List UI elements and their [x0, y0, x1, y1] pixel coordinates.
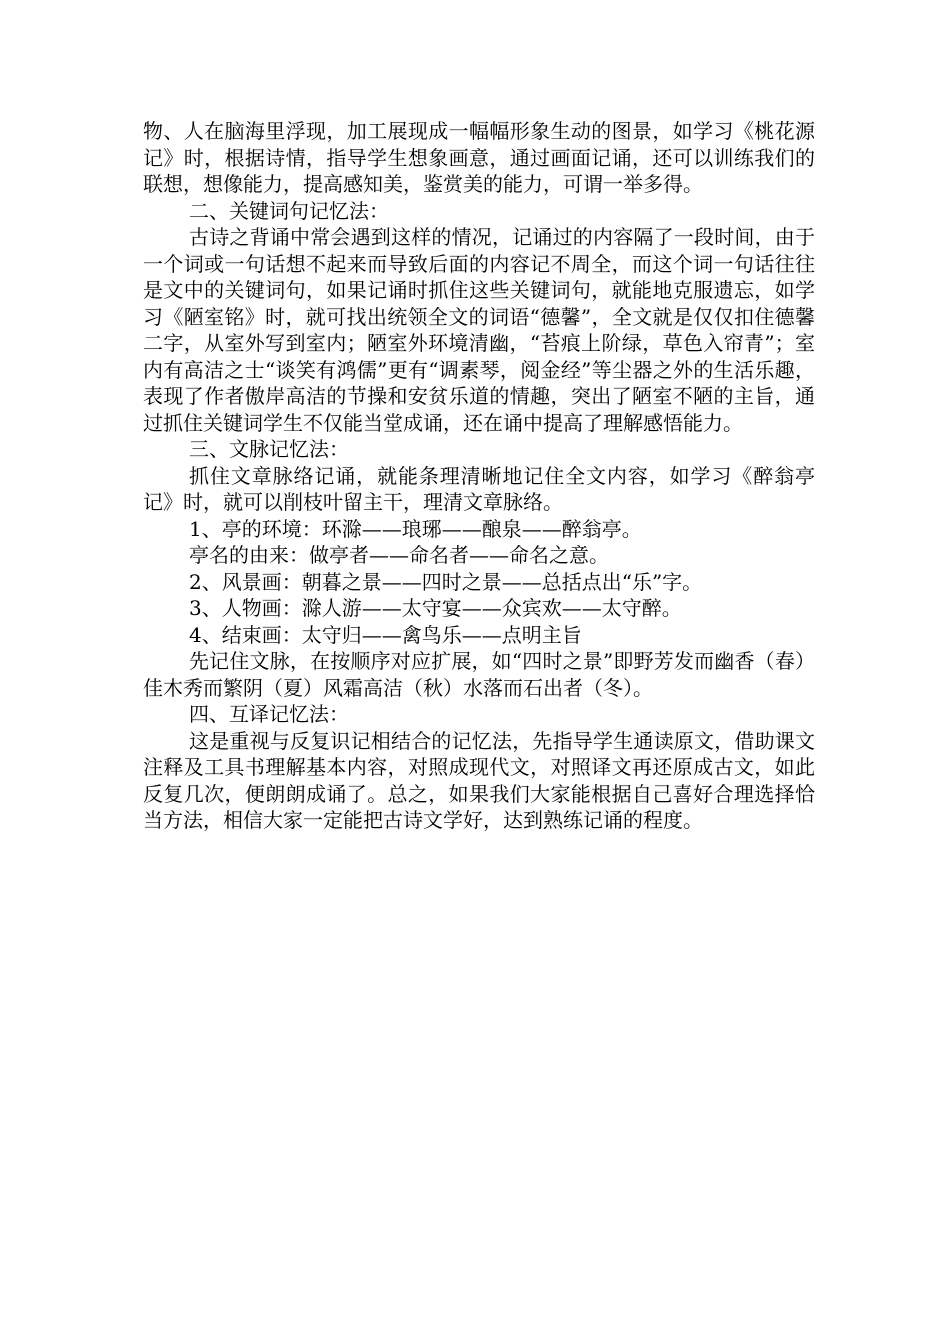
list-item-environment: 1、亭的环境：环滁——琅琊——酿泉——醉翁亭。	[189, 516, 642, 541]
paragraph-translation: 这是重视与反复识记相结合的记忆法，先指导学生通读原文，借助课文注释及工具书理解基本内容，对照成现代文，对照译文再还原成古文，如此反复几次，便朗朗成诵了。总之，如果我们大家能根据自己喜好合理选择恰当方法，相信大家一定能把古诗文学好，达到熟练记诵的程度。	[143, 728, 815, 832]
paragraph-continuation: 物、人在脑海里浮现，加工展现成一幅幅形象生动的图景，如学习《桃花源记》时，根据诗情，指导学生想象画意，通过画面记诵，还可以训练我们的联想，想像能力，提高感知美，鉴赏美的能力，可谓一举多得。	[143, 119, 815, 196]
paragraph-expand: 先记住文脉，在按顺序对应扩展，如“四时之景”即野芳发而幽香（春）佳木秀而繁阴（夏）风霜高洁（秋）水落而石出者（冬）。	[143, 649, 815, 700]
section-heading-keywords: 二、关键词句记忆法：	[189, 198, 389, 223]
paragraph-keywords: 古诗之背诵中常会遇到这样的情况，记诵过的内容隔了一段时间，由于一个词或一句话想不起来而导致后面的内容记不周全，而这个词一句话往往是文中的关键词句，如果记诵时抓住这些关键词句，就能地克服遗忘，如学习《陋室铭》时，就可找出统领全文的词语“德馨”，全文就是仅仅扣住德馨二字，从室外写到室内；陋室外环境清幽，“苔痕上阶绿，草色入帘青”；室内有高洁之士“谈笑有鸿儒”更有“调素琴，阅金经”等尘器之外的生活乐趣，表现了作者傲岸高洁的节操和安贫乐道的情趣，突出了陋室不陋的主旨，通过抓住关键词学生不仅能当堂成诵，还在诵中提高了理解感悟能力。	[143, 225, 815, 435]
list-item-characters: 3、人物画：滁人游——太守宴——众宾欢——太守醉。	[189, 596, 682, 620]
list-item-scenery: 2、风景画：朝暮之景——四时之景——总括点出“乐”字。	[189, 569, 703, 594]
section-heading-context: 三、文脉记忆法：	[189, 437, 349, 461]
section-heading-translation: 四、互译记忆法：	[189, 702, 349, 726]
document-body	[143, 118, 815, 834]
list-item-name-origin: 亭名的由来：做亭者——命名者——命名之意。	[189, 543, 609, 567]
paragraph-context: 抓住文章脉络记诵，就能条理清晰地记住全文内容，如学习《醉翁亭记》时，就可以削枝叶留主干，理清文章脉络。	[143, 463, 815, 514]
list-item-ending: 4、结束画：太守归——禽鸟乐——点明主旨	[189, 622, 582, 647]
